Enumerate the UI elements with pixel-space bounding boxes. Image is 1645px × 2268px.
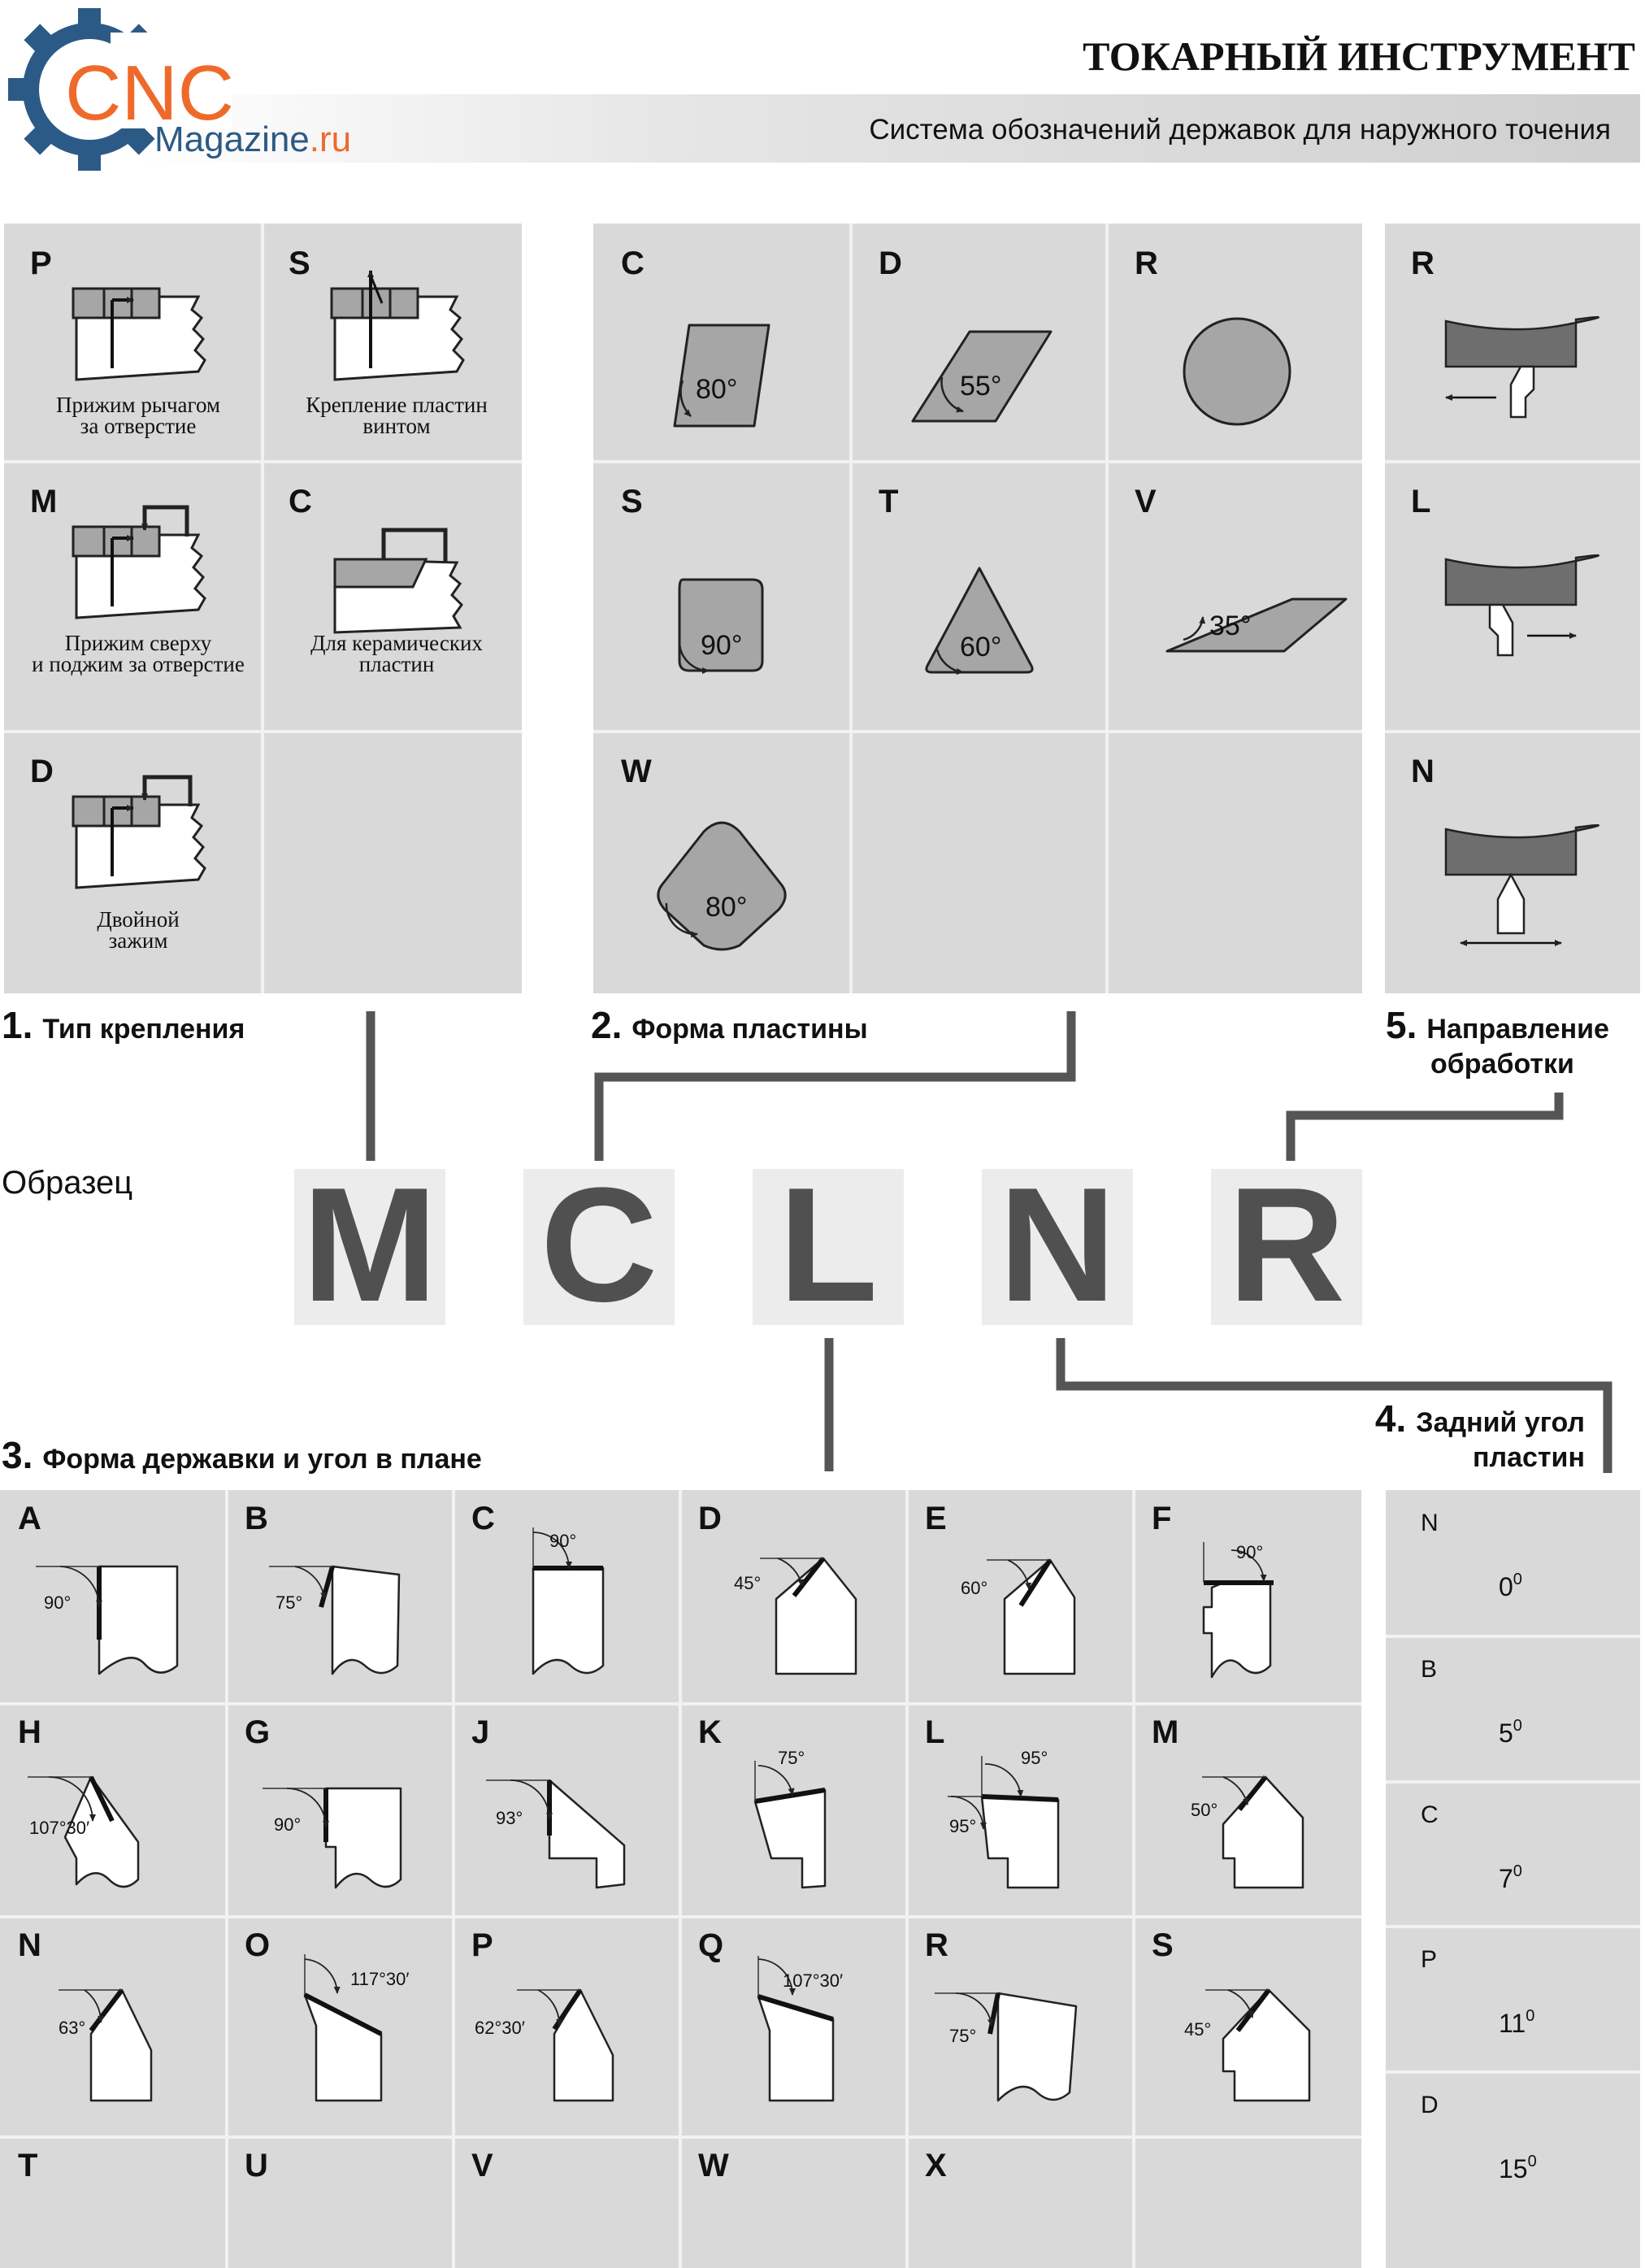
holder-shape-u [245,2148,268,2183]
insert-shape-section [593,224,1362,993]
holder-letter: S [1152,1927,1174,1963]
holder-letter: G [245,1714,271,1750]
clamping-caption: Крепление пластин [306,393,488,417]
round-insert-icon [1184,319,1290,424]
logo-cnc: CNC [65,50,234,137]
insert-shape-letter: R [1135,245,1158,281]
clamping-caption-2: за отверстие [80,414,197,438]
insert-angle: 60° [960,632,1002,663]
holder-letter: P [471,1927,493,1963]
holder-outline [533,1568,603,1674]
holder-angle: 75° [276,1592,303,1613]
holder-letter: U [245,2148,268,2183]
holder-letter: T [18,2148,38,2183]
holder-angle-2: 95° [949,1816,977,1836]
sample-letter-box-1 [294,1154,445,1336]
clamping-caption: Прижим сверху [64,631,212,655]
holder-angle: 50° [1191,1800,1218,1820]
holder-shape-label: 3. Форма державки и угол в плане [2,1434,482,1476]
holder-letter: F [1152,1501,1172,1536]
direction-label: 5. Направление [1386,1004,1609,1046]
insert-shape-letter: S [621,484,643,519]
clamping-letter: M [30,484,58,519]
holder-letter: Q [698,1927,724,1963]
insert-icon [332,289,418,318]
direction-letter: R [1411,245,1434,281]
insert-icon [335,559,426,587]
logo-site: Magazine.ru [154,119,352,159]
page-title: ТОКАРНЫЙ ИНСТРУМЕНТ [1083,33,1635,79]
holder-letter: O [245,1927,271,1963]
holder-outline [99,1566,177,1674]
direction-letter: N [1411,754,1434,789]
clearance-letter: N [1421,1510,1439,1536]
direction-label-2: обработки [1430,1049,1574,1080]
sample-letter-box-4 [982,1154,1133,1336]
holder-shape-t [18,2148,37,2183]
insert-shape-letter: V [1135,484,1157,519]
holder-letter: J [471,1714,490,1750]
page-subtitle: Система обозначений державок для наружного точения [869,114,1611,146]
holder-outline [998,1993,1076,2101]
clearance-value: $11^0$ [1499,2007,1535,2038]
direction-letter: L [1411,484,1431,519]
clearance-label: 4. Задний угол [1374,1397,1585,1440]
sample-letter: N [998,1154,1117,1336]
holder-angle: 45° [734,1573,762,1593]
cutting-edge [982,1797,1058,1800]
holder-angle: 60° [961,1578,988,1598]
holder-letter: V [471,2148,493,2183]
clearance-letter: P [1421,1946,1438,1973]
insert-shape-label: 2. Форма пластины [591,1004,868,1046]
holder-letter: H [18,1714,41,1750]
sample-letter: R [1227,1154,1346,1336]
sample-letter: C [540,1154,658,1336]
holder-angle: 90° [549,1531,577,1551]
clearance-letter: D [1421,2092,1439,2118]
clamping-caption-2: винтом [362,414,431,438]
insert-angle: 55° [960,371,1002,402]
clearance-label-2: пластин [1472,1442,1585,1473]
clearance-value: $5^0$ [1499,1717,1522,1748]
direction-section [1385,224,1640,993]
holder-angle: 93° [496,1808,523,1828]
holder-letter: L [925,1714,945,1750]
holder-angle: 95° [1021,1748,1048,1768]
holder-outline [1204,1583,1270,1677]
sample-letter: L [778,1154,879,1336]
clamping-caption-2: зажим [108,928,168,953]
clearance-letter: B [1421,1656,1438,1683]
clamping-letter: P [30,245,52,281]
insert-shape-letter: W [621,754,652,789]
clearance-value: $0^0$ [1499,1571,1522,1601]
insert-shape-letter: C [621,245,645,281]
holder-angle: 75° [949,2026,977,2046]
insert-angle: 80° [705,892,748,923]
sample-label: Образец [2,1165,133,1201]
holder-angle: 75° [778,1748,805,1768]
holder-letter: M [1152,1714,1179,1750]
holder-letter: R [925,1927,948,1963]
holder-letter: A [18,1501,41,1536]
holder-angle: 90° [44,1592,72,1613]
clearance-value: $15^0$ [1499,2153,1537,2183]
insert-icon [73,527,159,556]
holder-letter: K [698,1714,722,1750]
sample-letter-box-3 [753,1154,904,1336]
clamping-caption-2: пластин [358,652,435,676]
holder-shape-section [0,1490,1361,2268]
holder-letter: C [471,1501,495,1536]
holder-letter: B [245,1501,268,1536]
connector-5 [1291,1093,1559,1161]
clearance-letter: C [1421,1801,1439,1828]
sample-boxes [294,1154,1362,1336]
holder-letter: N [18,1927,41,1963]
holder-letter: W [698,2148,729,2183]
holder-outline [332,1566,399,1674]
insert-icon [73,797,159,826]
insert-angle: 80° [696,374,738,405]
insert-angle: 90° [701,630,743,661]
holder-angle: 63° [59,2018,86,2038]
holder-shape-x [925,2148,947,2183]
holder-angle: 107°30′ [783,1970,844,1991]
clamping-caption: Прижим рычагом [55,393,221,417]
holder-shape-w [698,2148,729,2183]
holder-outline [326,1788,401,1888]
holder-angle: 45° [1184,2019,1212,2040]
holder-angle: 107°30′ [29,1818,90,1838]
clamping-letter: S [289,245,310,281]
clamping-letter: D [30,754,54,789]
holder-letter: D [698,1501,722,1536]
insert-icon [73,289,159,318]
clamping-caption: Двойной [97,907,180,932]
clamping-caption-2: и поджим за отверстие [32,652,245,676]
holder-angle: 90° [274,1814,302,1835]
insert-angle: 35° [1209,610,1252,641]
holder-angle: 90° [1236,1542,1264,1562]
clamping-letter: C [289,484,312,519]
holder-letter: X [925,2148,947,2183]
clearance-value: $7^0$ [1499,1862,1522,1893]
holder-letter: E [925,1501,947,1536]
clamping-caption: Для керамических [310,631,483,655]
insert-shape-letter: D [879,245,902,281]
sample-letter-box-5 [1211,1154,1362,1336]
clamping-label: 1. Тип крепления [2,1004,245,1046]
clamping-section [4,224,522,993]
sample-letter: M [302,1154,438,1336]
holder-angle: 62°30′ [475,2018,525,2038]
sample-letter-box-2 [523,1154,675,1336]
holder-angle: 117°30′ [350,1969,410,1989]
holder-shape-v [471,2148,493,2183]
insert-shape-letter: T [879,484,899,519]
clearance-section [1386,1490,1640,2268]
header [8,8,1640,171]
